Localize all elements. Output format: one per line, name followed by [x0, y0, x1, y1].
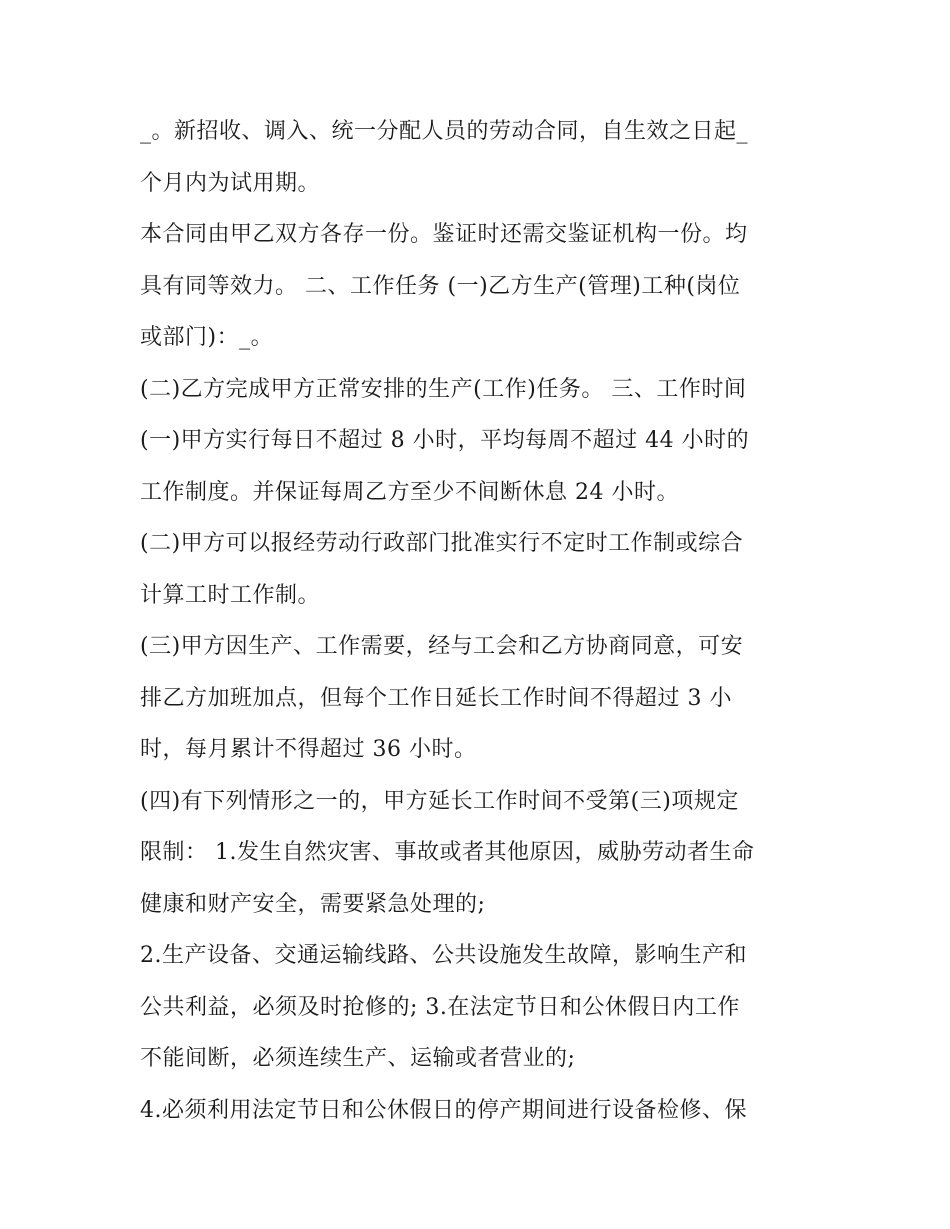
text-line-16: 健康和财产安全，需要紧急处理的;: [140, 891, 486, 917]
text-line-17: 2.生产设备、交通运输线路、公共设施发生故障，影响生产和: [140, 943, 747, 968]
text-line-13: 时，每月累计不得超过 36 小时。: [140, 737, 477, 762]
text-line-2: 个月内为试用期。: [140, 170, 321, 196]
text-line-7: (一)甲方实行每日不超过 8 小时，平均每周不超过 44 小时的: [140, 428, 750, 453]
text-line-4: 具有同等效力。 二、工作任务 (一)乙方生产(管理)工种(岗位: [140, 273, 741, 299]
contract-text-body: [140, 106, 820, 1136]
text-line-20: 4.必须利用法定节日和公休假日的停产期间进行设备检修、保: [140, 1097, 747, 1123]
text-line-10: 计算工时工作制。: [140, 582, 321, 608]
text-line-8: 工作制度。并保证每周乙方至少不间断休息 24 小时。: [140, 479, 679, 505]
text-line-19: 不能间断，必须连续生产、运输或者营业的;: [140, 1046, 576, 1071]
text-line-18: 公共利益，必须及时抢修的; 3.在法定节日和公休假日内工作: [140, 994, 740, 1020]
text-line-11: (三)甲方因生产、工作需要，经与工会和乙方协商同意，可安: [140, 634, 744, 659]
text-line-3: 本合同由甲乙双方各存一份。鉴证时还需交鉴证机构一份。均: [140, 222, 748, 247]
text-line-14: (四)有下列情形之一的，甲方延长工作时间不受第(三)项规定: [140, 788, 739, 814]
text-line-6: (二)乙方完成甲方正常安排的生产(工作)任务。 三、工作时间: [140, 376, 747, 402]
text-line-12: 排乙方加班加点，但每个工作日延长工作时间不得超过 3 小: [140, 685, 732, 711]
text-line-1: _。新招收、调入、统一分配人员的劳动合同，自生效之日起_: [140, 119, 749, 144]
text-line-15: 限制： 1.发生自然灾害、事故或者其他原因，威胁劳动者生命: [140, 840, 755, 865]
text-line-5: 或部门)：_。: [140, 325, 274, 350]
text-line-9: (二)甲方可以报经劳动行政部门批准实行不定时工作制或综合: [140, 531, 744, 556]
